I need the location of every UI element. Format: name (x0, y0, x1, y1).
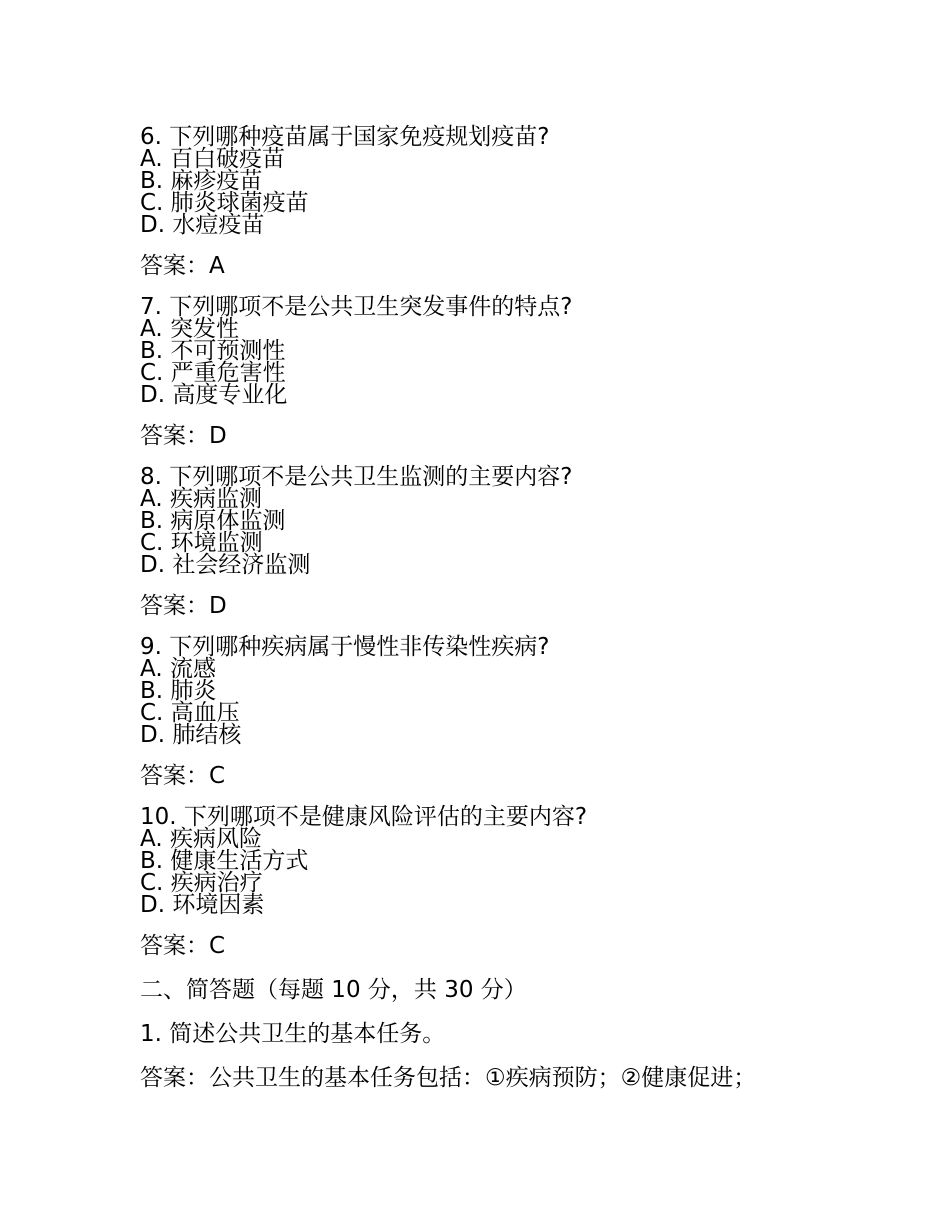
option-b: B. 病原体监测 (140, 508, 286, 534)
option-d: D. 肺结核 (140, 722, 242, 748)
option-a: A. 流感 (140, 656, 216, 682)
question-text: 7. 下列哪项不是公共卫生突发事件的特点? (140, 294, 573, 320)
question-text: 9. 下列哪种疾病属于慢性非传染性疾病? (140, 634, 550, 660)
option-c: C. 严重危害性 (140, 360, 286, 386)
option-c: C. 肺炎球菌疫苗 (140, 190, 309, 216)
option-d: D. 环境因素 (140, 892, 265, 918)
answer: 答案：C (140, 933, 226, 959)
option-a: A. 疾病监测 (140, 486, 262, 512)
option-a: A. 疾病风险 (140, 826, 262, 852)
option-c: C. 疾病治疗 (140, 870, 263, 896)
question-9 (140, 636, 860, 790)
option-b: B. 不可预测性 (140, 338, 286, 364)
option-b: B. 麻疹疫苗 (140, 168, 263, 194)
option-a: A. 百白破疫苗 (140, 146, 285, 172)
answer: 答案：D (140, 593, 227, 619)
section-heading: 二、简答题（每题 10 分，共 30 分） (140, 977, 527, 1003)
answer: 答案：D (140, 423, 227, 449)
question-6 (140, 126, 860, 280)
option-d: D. 社会经济监测 (140, 552, 311, 578)
question-10 (140, 806, 860, 960)
question-text: 10. 下列哪项不是健康风险评估的主要内容? (140, 804, 588, 830)
option-a: A. 突发性 (140, 316, 239, 342)
short-answer-text: 答案：公共卫生的基本任务包括：①疾病预防；②健康促进； (140, 1065, 757, 1091)
question-text: 8. 下列哪项不是公共卫生监测的主要内容? (140, 464, 573, 490)
question-8 (140, 466, 860, 620)
option-d: D. 高度专业化 (140, 382, 288, 408)
question-text: 6. 下列哪种疫苗属于国家免疫规划疫苗? (140, 124, 550, 150)
option-d: D. 水痘疫苗 (140, 212, 265, 238)
short-answer-question: 1. 简述公共卫生的基本任务。 (140, 1021, 446, 1047)
answer: 答案：C (140, 763, 226, 789)
option-c: C. 高血压 (140, 700, 240, 726)
option-b: B. 肺炎 (140, 678, 217, 704)
option-b: B. 健康生活方式 (140, 848, 309, 874)
answer: 答案：A (140, 253, 225, 279)
option-c: C. 环境监测 (140, 530, 263, 556)
document-page (140, 126, 860, 1108)
question-7 (140, 296, 860, 450)
